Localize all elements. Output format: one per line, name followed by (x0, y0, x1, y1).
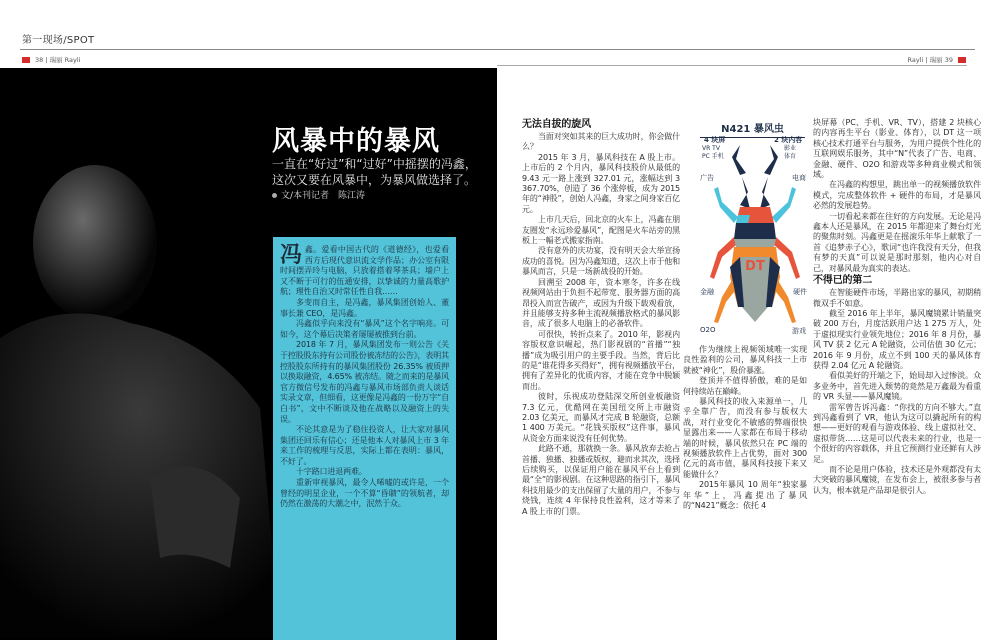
article-column-2 (683, 345, 807, 512)
article-paragraph: 回溯至 2008 年，资本寒冬，许多在线视频网站由于负担不起带宽、服务器方面的高昂投入而宣告破产，或因为升级下载观看放，并且能够支持多种主流视频播放格式的暴风影音，成了很多人电脑上的必备软件。 (522, 277, 680, 329)
header-rule (20, 49, 975, 50)
right-header-rule (497, 65, 967, 66)
beetle-leg (764, 145, 778, 175)
content-items: 影业 体育 (784, 145, 797, 160)
body-shape (0, 313, 280, 638)
sidebar-paragraph: 2018 年 7 月，暴风集团发布一则公告《关于控股股东持有公司股份被冻结的公告》，表明其控股股东所持有的暴风集团股份 26.35% 被质押以换取融资，4.65% 被冻结。随之而来的是暴风官方微信号发布的冯鑫与暴风市场部负责人谈话实录文章，但细看，这更像是冯鑫的一份万字“自白书”，文中不断谈及他在战略以及融资上的失误。 (280, 340, 449, 424)
content-label: 2 块内容 (774, 136, 803, 144)
screens-label: 4 块屏 (704, 136, 726, 144)
byline-text: 文/本刊记者 陈江涛 (281, 191, 366, 201)
article-paragraph: 一切看起来都在往好的方向发展。无论是冯鑫本人还是暴风，在 2015 年都迎来了舞台灯光的聚焦时刻。冯鑫更是在摇滚乐年华上献歌了一首《追梦赤子心》，歌词“也许我没有天分，但我有梦的天真”可以说是那时那刻，他内心对自己，对暴风最为真实的表达。 (813, 211, 981, 273)
article-paragraph: 暴风科技的收入来源单一，几乎全靠广告，而没有参与版权大战，对行业变化不敏感的弊端很快显露出来——人家都在布局于移动端的时候，暴风依然只在 PC 端的视频播放软件上占优势，面对 300 亿元的高市值，暴风科技接下来又能做什么？ (683, 397, 807, 479)
section-label: 第一现场/SPOT (22, 35, 95, 46)
sidebar-paragraph: 不论其意是为了稳住投资人，让大家对暴风集团还回乐有信心；还是他本人对暴风上市 3 年来工作的梳理与反思，实际上都在表明：暴风，不好了。 (280, 425, 449, 466)
right-folio (908, 55, 966, 64)
infographic-title: N421 暴风虫 (700, 120, 805, 138)
label-hardware: 硬件 (793, 288, 807, 296)
sidebar-text: 鑫。爱看中国古代的《道德经》，也爱看西方后现代意识流文学作品；办公室有限时间摆弄玲与电脑，只放着搭着琴茶具；墙户上又不断于可行的伍通安排，以挚诚的力量高歌护航；理性自治又时常任性自我…… (280, 245, 449, 297)
sidebar-paragraph: 十字路口进退两难。 (296, 467, 367, 477)
article-column-3 (813, 118, 981, 496)
article-paragraph: 块屏幕（PC、手机、VR、TV），搭建 2 块核心的内容再生平台（影业、体育），以 DT 这一项核心技术打通平台与服务，为用户提供个性化的互联网娱乐服务，其中“N”代表了广告、电商、金融、硬件、O2O 和游戏等多种商业模式和领域。 (813, 118, 981, 180)
beetle-leg (772, 187, 796, 223)
article-paragraph: 在智能硬件市场，半路出家的暴风，初期稍微双手不如意。 (813, 288, 981, 308)
article-column-1 (522, 118, 680, 517)
screens-items: VR TV PC 手机 (702, 145, 724, 160)
beetle-leg (732, 145, 746, 175)
sidebar-paragraph: 重新审视暴风，最令人唏嘘的或许是，一个曾经的明星企业，一个不算“昏聩”的领航者，却仍然在激荡的大潮之中，泯然于众。 (280, 478, 449, 509)
article-paragraph: 在冯鑫的构想里，跳出单一的视频播放软件模式，完成整体软件 + 硬件的布局，才是暴风必然的发展趋势。 (813, 180, 981, 211)
beetle-leg (714, 187, 738, 223)
label-games: 游戏 (792, 327, 806, 335)
label-ad: 广告 (700, 174, 714, 182)
section-heading: 无法自拔的旋风 (522, 119, 591, 130)
intro-sidebar (273, 237, 456, 640)
article-paragraph: 雷军曾告诉冯鑫：“你找的方向不够大。”直到冯鑫看到了 VR，他认为这可以撬起所有的构想——更好的观看与游戏体验、线上虚拟社交、虚拟带货……这是可以代表未来的行业，也是一个很好的内容载体，并且它预测行业还鲜有人涉足。 (813, 402, 981, 464)
portrait-photo (0, 148, 290, 638)
article-paragraph: 而不论是用户体验，技术还是外观都没有太大突破的暴风魔镜，在发布会上，被很多参与者认为，根本就是产品却是很引人。 (813, 465, 981, 495)
label-ecommerce: 电商 (792, 174, 806, 182)
feature-subtitle: 一直在“好过”和“过好”中摇摆的冯鑫，这次又要在风暴中，为暴风做选择了。 (272, 157, 477, 187)
article-paragraph: 当面对突如其来的巨大成功时，你会做什么？ (522, 132, 680, 152)
article-paragraph: 作为继续上视频领域唯一实现良性盈利的公司，暴风科技一上市就被“神化”，股价暴涨。 (683, 345, 807, 375)
sidebar-paragraph: 多变而自主，是冯鑫，暴风集团创始人、董事长兼 CEO，是冯鑫。 (280, 297, 449, 318)
magazine-logo-icon (22, 57, 30, 63)
label-o2o: O2O (700, 326, 716, 334)
label-finance: 金融 (700, 288, 714, 296)
sidebar-paragraph: 冯鑫似乎向来没有“暴风”这个名字响亮。可如今，这个幕后决策者屡屡被推到台前。 (280, 319, 449, 339)
article-paragraph: 彼时，乐视成功登陆深交所创业板融资 7.3 亿元，优酷网在美国纽交所上市融资 2.03 亿美元，而暴风才完成 B 轮融资，总额 1 400 万美元。“花钱买版权”这件事，暴风从资金方面来说没有任何优势。 (522, 392, 680, 443)
article-paragraph: 2015 年 3 月，暴风科技在 A 股上市。上市后的 2 个月内，暴风科技股价从最低的 9.43 元一路上涨到 327.01 元，涨幅达到 3 367.70%，创造了 36 个涨停板，成为 2015 年的“神股”，创始人冯鑫，身家之间身家百亿元。 (522, 152, 680, 214)
bullet-icon (272, 193, 277, 198)
article-paragraph: 可很快，转折点来了。2010 年，影视内容版权意识崛起，热门影视剧的“首播”“独播”成为吸引用户的主要手段。当然，背后比的是“谁花得多买得好”，拥有视频播放平台，拥有了差异化的优质内容，才能在竞争中脱颖而出。 (522, 329, 680, 391)
head-shape (33, 165, 157, 321)
dt-label: DT (745, 259, 765, 274)
left-page-number: 38 | 瑞丽 Rayli (35, 56, 81, 64)
sidebar-paragraph (280, 242, 449, 298)
article-paragraph: 此路不通，那就换一条。暴风放弃去抢占首播、独播、独播或版权，避而求其次，选择后续购买，以保证用户能在暴风平台上看到最“全”的影视剧。在这种思路的指引下，暴风科技用最少的支出保留了大量的用户，不参与烧钱，连续 4 年保持良性盈利，这才等来了 A 股上市的门票。 (522, 444, 680, 516)
article-paragraph: 看似美好的开端之下，始局却入过惨淡。众多业务中，首先进入颓势的竟然是万鑫最为看重的 VR 头显——暴风魔镜。 (813, 371, 981, 402)
n421-beetle-infographic (700, 117, 810, 339)
left-folio (22, 55, 80, 64)
section-heading: 不得已的第二 (813, 275, 873, 287)
magazine-logo-icon (958, 57, 966, 63)
right-page-number: Rayli | 瑞丽 39 (907, 56, 953, 64)
article-paragraph: 上市几天后，回北京的火车上，冯鑫在朋友圈发“永远珍爱暴风”，配图是火车站旁的黑板上一幅老式搬家指南。 (522, 215, 680, 246)
drop-cap: 冯 (280, 242, 302, 268)
article-paragraph: 截至 2016 年上半年，暴风魔镜累计销量突破 200 万台，月度活跃用户达 1 275 万人，处于虚拟现实行业领先地位；2016 年 8 月份，暴风 TV 获 2 亿元 A 轮融资，公司估值 30 亿元；2016 年 9 月份，成立不到 100 天的暴风体育获得 2.04 亿元 A 轮融资。 (813, 308, 981, 370)
article-paragraph: 2015年暴风 10 周年“独家暴年华”上，冯鑫提出了暴风的“N421”概念：依托 4 (683, 480, 807, 511)
article-paragraph: 没有意外的庆功宴，没有明天会大举宣扬成功的喜悦。因为冯鑫知道，这次上市于他和暴风而言，只是一场新战役的开始。 (522, 246, 680, 277)
article-paragraph: 登顶并不值得骄傲，难的是如何持续站在巅峰。 (683, 376, 807, 396)
feature-title: 风暴中的暴风 (272, 126, 440, 157)
byline (272, 188, 365, 201)
